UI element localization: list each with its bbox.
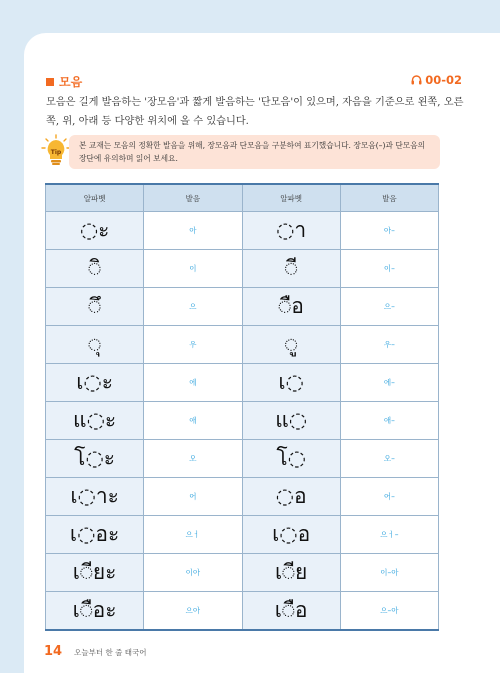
long-vowel: แ◌ (242, 402, 340, 440)
short-pronunciation: 어 (144, 478, 242, 516)
short-pronunciation: 에 (144, 364, 242, 402)
short-pronunciation: 으 (144, 288, 242, 326)
table-row (46, 326, 439, 364)
long-pronunciation: 으ㅓ– (340, 516, 438, 554)
table-row (46, 592, 439, 631)
short-pronunciation: 으ㅓ (144, 516, 242, 554)
header-pronunciation-1: 발음 (144, 184, 242, 212)
short-pronunciation: 이아 (144, 554, 242, 592)
section-title (46, 73, 82, 90)
intro-text: 모음은 길게 발음하는 '장모음'과 짧게 발음하는 '단모음'이 있으며, 자음을 기준으로 왼쪽, 오른쪽, 위, 아래 등 다양한 위치에 올 수 있습니다. (46, 97, 464, 127)
short-pronunciation: 우 (144, 326, 242, 364)
long-vowel: ◌ู (242, 326, 340, 364)
section-header (46, 73, 462, 91)
header-pronunciation-2: 발음 (340, 184, 438, 212)
page (24, 33, 500, 673)
table-row (46, 364, 439, 402)
short-vowel: เ◌ือะ (46, 592, 144, 631)
long-vowel: ◌ือ (242, 288, 340, 326)
short-vowel: เ◌าะ (46, 478, 144, 516)
page-footer (44, 644, 146, 659)
long-pronunciation: 에– (340, 364, 438, 402)
short-vowel: ◌ึ (46, 288, 144, 326)
table-row (46, 250, 439, 288)
short-vowel: เ◌ียะ (46, 554, 144, 592)
long-pronunciation: 이–아 (340, 554, 438, 592)
header-alphabet-2: 알파벳 (242, 184, 340, 212)
long-pronunciation: 오– (340, 440, 438, 478)
table-row (46, 516, 439, 554)
short-vowel: ◌ะ (46, 212, 144, 250)
long-pronunciation: 으–아 (340, 592, 438, 631)
tip-box: 본 교재는 모음의 정확한 발음을 위해, 장모음과 단모음을 구분하여 표기했습니다. 장모음(–)과 단모음의 장단에 유의하며 읽어 보세요. (69, 135, 440, 169)
short-pronunciation: 아 (144, 212, 242, 250)
long-vowel: เ◌ (242, 364, 340, 402)
vowel-table (45, 183, 439, 631)
audio-track[interactable] (411, 73, 462, 87)
short-vowel: เ◌อะ (46, 516, 144, 554)
table-row (46, 288, 439, 326)
long-pronunciation: 우– (340, 326, 438, 364)
table-row (46, 554, 439, 592)
header-alphabet-1: 알파벳 (46, 184, 144, 212)
short-vowel: โ◌ะ (46, 440, 144, 478)
long-pronunciation: 아– (340, 212, 438, 250)
section-title-text: 모음 (59, 75, 83, 89)
long-vowel: เ◌ือ (242, 592, 340, 631)
long-vowel: ◌า (242, 212, 340, 250)
short-pronunciation: 오 (144, 440, 242, 478)
page-number: 14 (44, 644, 63, 659)
long-pronunciation: 이– (340, 250, 438, 288)
short-pronunciation: 으아 (144, 592, 242, 631)
tip-badge: Tip (50, 149, 62, 156)
short-vowel: ◌ิ (46, 250, 144, 288)
table-row (46, 440, 439, 478)
long-vowel: เ◌ีย (242, 554, 340, 592)
long-pronunciation: 으– (340, 288, 438, 326)
table-row (46, 212, 439, 250)
short-pronunciation: 애 (144, 402, 242, 440)
table-row (46, 478, 439, 516)
long-pronunciation: 애– (340, 402, 438, 440)
headphones-icon (411, 75, 422, 85)
audio-track-number: 00-02 (425, 73, 462, 87)
short-vowel: แ◌ะ (46, 402, 144, 440)
lightbulb-tip-icon (41, 134, 71, 166)
short-vowel: ◌ุ (46, 326, 144, 364)
long-vowel: ◌ี (242, 250, 340, 288)
long-pronunciation: 어– (340, 478, 438, 516)
table-header-row (46, 184, 439, 212)
short-pronunciation: 이 (144, 250, 242, 288)
square-bullet-icon (46, 78, 54, 86)
book-title: 오늘부터 한 줄 태국어 (74, 648, 147, 657)
long-vowel: โ◌ (242, 440, 340, 478)
short-vowel: เ◌ะ (46, 364, 144, 402)
long-vowel: เ◌อ (242, 516, 340, 554)
table-row (46, 402, 439, 440)
long-vowel: ◌อ (242, 478, 340, 516)
